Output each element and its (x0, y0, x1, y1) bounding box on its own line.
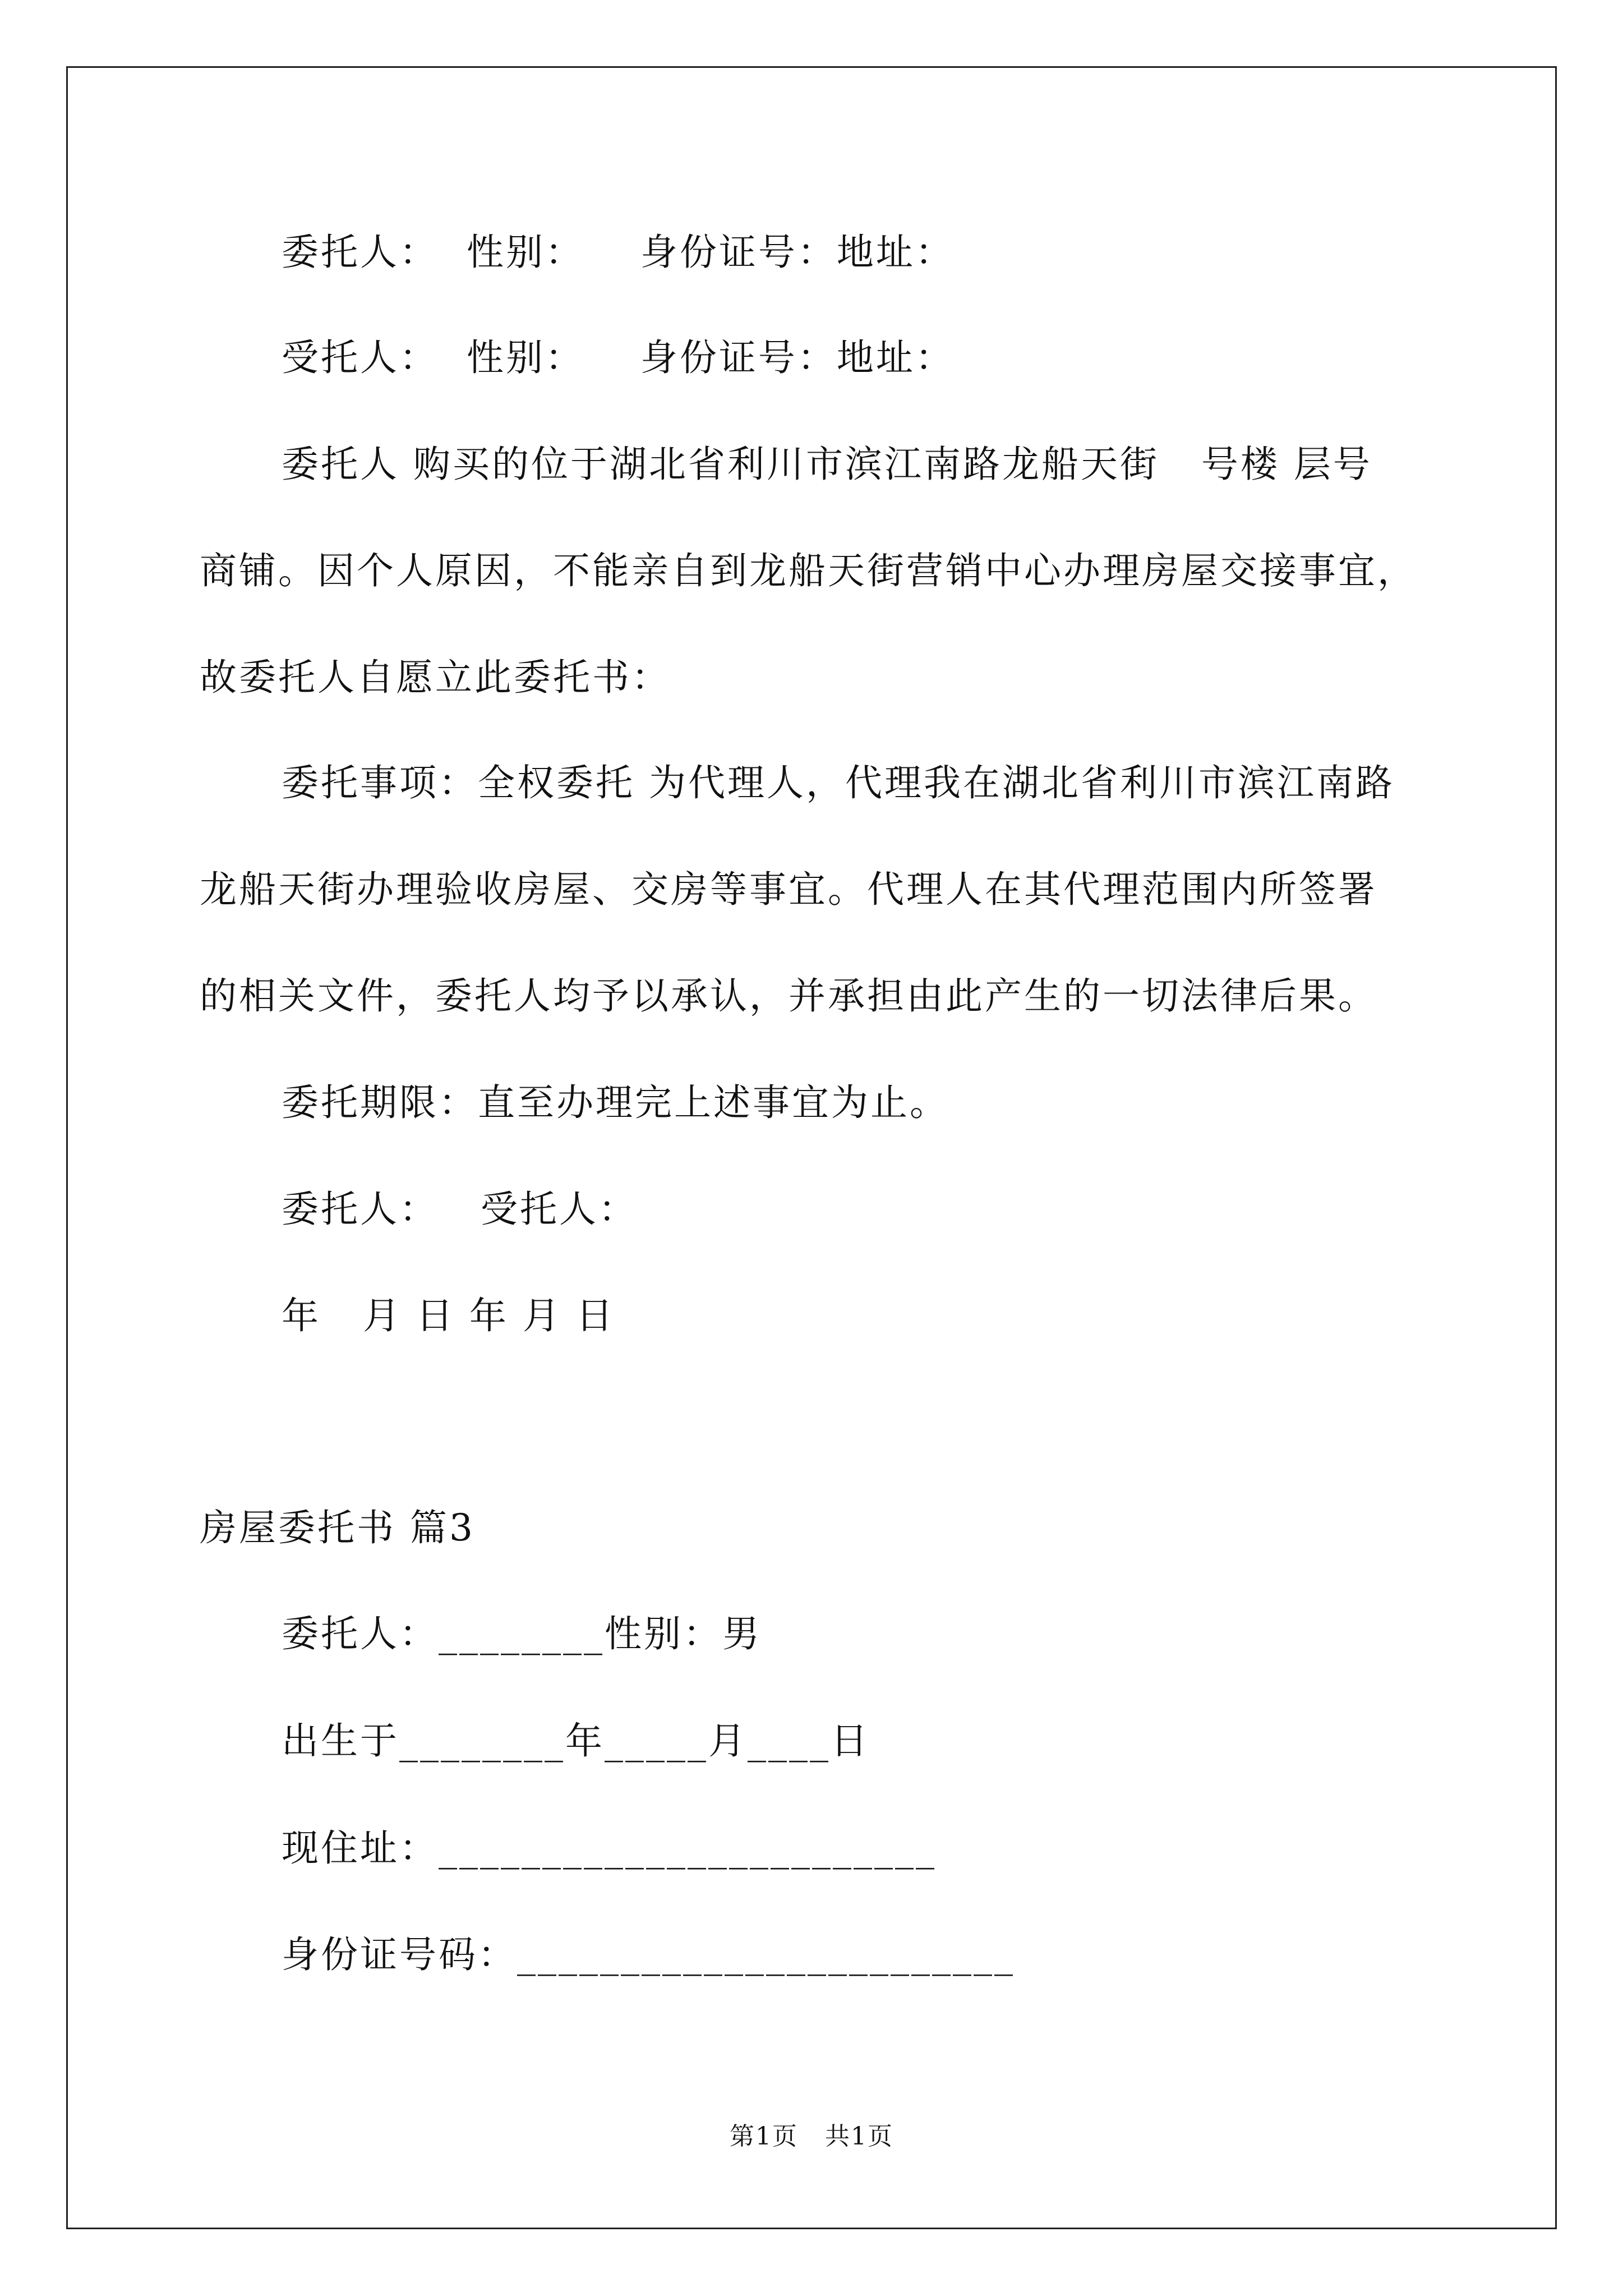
agent-info-line: 受托人： 性别： 身份证号：地址： (282, 336, 955, 379)
section-title: 房屋委托书 篇3 (200, 1506, 475, 1549)
paragraph-line: 商铺。因个人原因，不能亲自到龙船天街营销中心办理房屋交接事宜， (200, 549, 1417, 592)
page-border (66, 66, 1557, 2229)
form-line-principal: 委托人：________性别：男 (282, 1612, 762, 1655)
paragraph-line: 委托事项：全权委托 为代理人，代理我在湖北省利川市滨江南路 (282, 761, 1395, 804)
principal-info-line: 委托人： 性别： 身份证号：地址： (282, 231, 955, 274)
page-indicator: 第1页 共1页 (730, 2122, 893, 2151)
paragraph-line: 委托人 购买的位于湖北省利川市滨江南路龙船天街 号楼 层号 (282, 443, 1372, 486)
form-line-id: 身份证号码：________________________ (282, 1933, 1015, 1976)
paragraph-line: 龙船天街办理验收房屋、交房等事宜。代理人在其代理范围内所签署 (200, 868, 1377, 911)
paragraph-line: 的相关文件，委托人均予以承认，并承担由此产生的一切法律后果。 (200, 974, 1377, 1018)
form-line-birth: 出生于________年_____月____日 (282, 1719, 870, 1763)
date-line: 年 月 日 年 月 日 (282, 1294, 615, 1337)
paragraph-line: 故委托人自愿立此委托书： (200, 656, 671, 699)
signature-line: 委托人： 受托人： (282, 1188, 638, 1231)
form-line-address: 现住址：________________________ (282, 1826, 937, 1870)
term-line: 委托期限：直至办理完上述事宜为止。 (282, 1081, 949, 1124)
